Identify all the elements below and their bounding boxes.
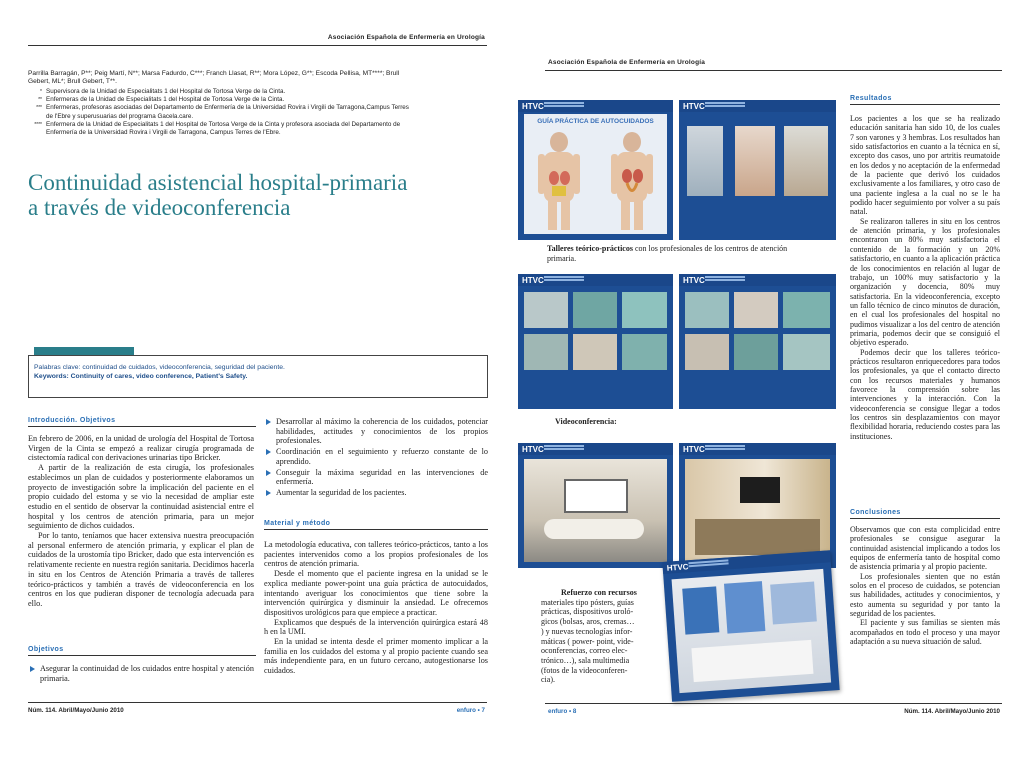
monitor-icon [740,477,780,503]
section-rule [850,104,1000,105]
page-header: Asociación Española de Enfermería en Urología [548,59,706,66]
authors-line: Gebert, ML*; Brull Gebert, T**. [28,78,117,86]
slide-video-office [679,443,836,568]
objetivos-heading: Objetivos [28,646,64,653]
affiliation-mark: * [40,89,42,95]
paragraph: El paciente y sus familias se sienten más acompañados en todo el proceso y una mayor adaptación a su nueva situación de salud. [850,618,1000,647]
conclusiones-heading: Conclusiones [850,509,901,516]
section-rule [264,529,488,530]
page-header: Asociación Española de Enfermería en Urología [327,34,485,41]
objectives-continued [264,417,488,499]
affiliation-text: Enfermería de la Universidad Rovira i Virgili de Tarragona, Campus Terres de l'Ebre. [46,129,281,137]
slide-materials [662,550,839,701]
slide-subtitle [544,276,584,278]
desk-icon [695,519,820,555]
slide-guia [518,100,673,240]
slide-subtitle [705,102,745,104]
section-rule [28,655,256,656]
poster-icon [682,586,719,634]
objetivos-list [28,664,254,684]
caption-line: materiales tipo pósters, guías [541,597,634,607]
footer-rule [28,702,487,703]
caption-refuerzo [541,588,666,685]
caption-bold: Talleres teórico-prácticos [547,244,633,253]
keywords-es: Palabras clave: continuidad de cuidados, videoconferencia, seguridad del paciente. [34,364,285,371]
caption-line: gicos (bolsas, aros, cremas… [541,617,635,627]
photo [524,334,568,370]
footer-page [548,708,576,715]
paragraph: Observamos que con esta complicidad entre profesionales se consigue asegurar la continuidad asistencial implicando a todos los equipos de enfermería tanto de hospital como de asistencia primaria y al propio paciente. [850,525,1000,572]
caption-line: oconferencias, correo elec- [541,646,628,656]
caption-line: trónico…), sala multimedia [541,655,630,665]
caption-line: Refuerzo con recursos [561,588,637,597]
article-title [28,170,498,220]
photo [573,292,617,328]
intro-heading: Introducción. Objetivos [28,417,116,424]
slide-patients [679,100,836,240]
slide-logo: HTVC [666,562,689,573]
slide-content [524,114,667,234]
paragraph: A partir de la realización de esta cirugía, los profesionales establecimos un plan de cuidados y posteriormente elaboramos un proyecto de investigación sobre la implicación del paciente en el propio cuidado del estoma y se vio la necesidad de ampliar este estudio en el sentido de observar la continuidad asistencial entre el hospital y los centros de atención primaria, para un mejor seguimiento de dichos cuidados. [28,463,254,531]
keywords-en: Keywords: Continuity of cares, video conference, Patient's Safety. [34,373,248,380]
caption-talleres [547,244,807,263]
screen-icon [564,479,628,513]
intro-text [28,434,254,609]
footer-issue: Núm. 114. Abril/Mayo/Junio 2010 [28,707,124,714]
slide-subtitle [544,445,584,447]
photo [622,334,667,370]
caption-line: (fotos de la videoconferen- [541,665,628,675]
slide-logo: HTVC [683,276,705,285]
header-rule [28,45,487,46]
affiliations [28,88,498,137]
photo [685,459,830,562]
paragraph: En la unidad se intenta desde el primer momento implicar a la familia en los cuidados del estoma y al propio paciente cuando sea más independiente para, en un futuro cercano, autogestionarse los cuidados. [264,637,488,676]
page-number: enfuro • 7 [456,707,485,714]
resultados-text [850,114,1000,441]
paragraph: Se realizaron talleres in situ en los centros de atención primaria, y los profesionales encontraron un 80% muy satisfactoria el contenido de la formación y un 20% satisfactorio, en cuanto a la aplicación práctica de los conocimientos en relación al lugar de trabajo, un 100% muy satisfactorio y la organización y docencia, 80% muy satisfactoria. En la videoconferencia, excepto un fallo técnico de cinco minutos de duración, en el cual los profesionales del hospital no pudimos visualizar a los del centro de atención primaria, podemos decir que se consiguió el objetivo esperado. [850,216,1000,348]
slide-logo: HTVC [522,276,544,285]
slide-video-room [518,443,673,568]
caption-line: máticas ( power- point, vide- [541,636,634,646]
paragraph: Los profesionales sienten que no están solos en el proceso de cuidados, se potencian sus habilidades, actitudes y conocimientos, y esto aumenta su seguridad y por tanto la seguridad de los pacientes. [850,571,1000,619]
caption-line: cia). [541,675,555,685]
photo [783,334,830,370]
photo [672,569,832,693]
list-item: Asegurar la continuidad de los cuidados entre hospital y atención primaria. [28,664,254,683]
poster-icon [724,581,765,634]
keywords-box [28,355,488,398]
left-page [0,0,505,768]
affiliation-mark: ** [38,97,42,104]
slide-title: GUÍA PRÁCTICA DE AUTOCUIDADOS [537,118,654,125]
slide-logo: HTVC [683,445,705,454]
affiliation [28,96,498,104]
title-line: a través de videoconferencia [28,195,291,220]
photo [685,334,729,370]
paragraph: Por lo tanto, teníamos que hacer extensiva nuestra preocupación al personal enfermero de atención primaria, y explicar el plan de cuidados de la urostomía tipo Bricker, dado que esta intervención es relativamente reciente en nuestra región sanitaria. Decidimos hacerla in situ en los Centros de Atención Primaria a través de talleres teórico-prácticos y también a través de videoconferencia en los centros en los que pudieran disponer de tecnología adecuada para ello. [28,531,254,608]
photo [784,126,828,196]
table-icon [544,519,644,539]
table-icon [691,640,813,682]
affiliation-text: Enfermera de la Unidad de Especialitats 1 del Hospital de Tortosa Verge de la Cinta y profesora asociada del Departamento de [46,120,401,128]
conclusiones-text [850,525,1000,646]
photo [734,334,778,370]
affiliation-mark: *** [36,105,42,112]
material-text [264,540,488,676]
title-line: Continuidad asistencial hospital-primaria [28,170,408,195]
photo [524,292,568,328]
affiliation-mark: **** [34,121,42,128]
paragraph: Los pacientes a los que se ha realizado educación sanitaria han sido 10, de los cuales 7 son varones y 3 hembras. Los resultados han sido satisfactorios en cuanto a la técnica en sí, excepto dos casos, uno por artritis reumatoide en los dedos y no aceptación de la enfermedad de la paciente que derivó los cuidados exclusivamente a los familiares, y otro caso de una paciente inglesa a la cual no se le ha podido hacer seguimiento por volver a su país natal. [850,114,1000,217]
slide-workshop [518,274,673,409]
material-heading: Material y método [264,520,331,527]
photo [573,334,617,370]
slide-logo: HTVC [522,102,544,111]
slide-subtitle [705,276,745,278]
authors-line: Parrilla Barragán, P**; Peig Martí, N**; Marsa Fadurdo, C***; Franch Llasat, R**; Mora López, G**; Escoda Pellisa, MT****; Brull [28,70,400,77]
page-number: enfuro • 8 [548,708,577,715]
slide-logo: HTVC [522,445,544,454]
authors [28,70,488,87]
list-item: Aumentar la seguridad de los pacientes. [264,488,488,498]
photo [734,292,778,328]
list-item: Coordinación en el seguimiento y refuerzo constante de lo aprendido. [264,447,488,466]
list-item: Desarrollar al máximo la coherencia de los cuidados, potenciar habilidades, actitudes y conocimientos de los propios profesionales. [264,417,488,446]
affiliation [28,104,498,112]
slide-subtitle [544,102,584,104]
section-rule [850,518,1000,519]
affiliation-text: de l'Ebre y superusuarias del programa Gacela.care. [46,112,194,120]
affiliation-text: Enfermeras, profesoras asociadas del Departamento de Enfermería de la Universidad Rovira i Virgili de Tarragona,Campus Terres [46,104,409,112]
paragraph: Podemos decir que los talleres teórico-prácticos resultaron enriquecedores para todos los profesionales, ya que el contacto directo con los recursos materiales y humanos favorece la comprensión sobre las intervenciones y la interacción. Con la videoconferencia se consigue llegar a todos los centros sin desplazamientos con mayor flexibilidad horaria, reduciendo costes para las instituciones. [850,347,1000,441]
footer-issue: Núm. 114. Abril/Mayo/Junio 2010 [904,708,1000,715]
paragraph: La metodología educativa, con talleres teórico-prácticos, tanto a los pacientes intervenidos como a los propios profesionales de los centros de atención primaria. [264,540,488,569]
footer-rule [545,703,1002,704]
paragraph: En febrero de 2006, en la unidad de urología del Hospital de Tortosa Virgen de la Cinta se empezó a realizar cirugía programada de cistectomía radical con derivaciones urinarias tipo Bricker. [28,434,254,463]
caption-videoconferencia: Videoconferencia: [555,417,617,426]
section-rule [28,426,256,427]
caption-line: ) y nuevas tecnologías infor- [541,626,633,636]
photo [783,292,830,328]
affiliation [28,88,498,96]
photo [622,292,667,328]
paragraph: Desde el momento que el paciente ingresa en la unidad se le explica mediante power-point una guía práctica de autocuidados, intentando averiguar los conocimientos que tiene sobre la intervención quirúrgica y disminuir la ansiedad. Le ofrecemos dispositivos urológicos para que empiece a practicar. [264,569,488,617]
photo [687,126,723,196]
caption-text: con los profesionales de los centros de atención primaria. [547,244,788,263]
photo [735,126,775,196]
affiliation-text: Supervisora de la Unidad de Especialitats 1 del Hospital de Tortosa Verge de la Cinta. [46,88,286,95]
photo [524,459,667,562]
slide-subtitle [705,445,745,447]
resultados-heading: Resultados [850,95,892,102]
footer-page [457,707,485,714]
anatomy-illustration [524,128,667,232]
affiliation [28,121,498,129]
header-rule [545,70,1002,71]
paragraph: Explicamos que después de la intervención quirúrgica estará 48 h en la UMI. [264,617,488,637]
caption-line: prácticas, dispositivos uroló- [541,607,634,617]
list-item: Conseguir la máxima seguridad en las intervenciones de enfermería. [264,468,488,487]
right-page [515,0,1024,768]
affiliation-text: Enfermeras de la Unidad de Especialitats 1 del Hospital de Tortosa Verge de la Cinta. [46,96,285,104]
slide-logo: HTVC [683,102,705,111]
poster-icon [770,581,817,624]
photo [685,292,729,328]
slide-workshop [679,274,836,409]
